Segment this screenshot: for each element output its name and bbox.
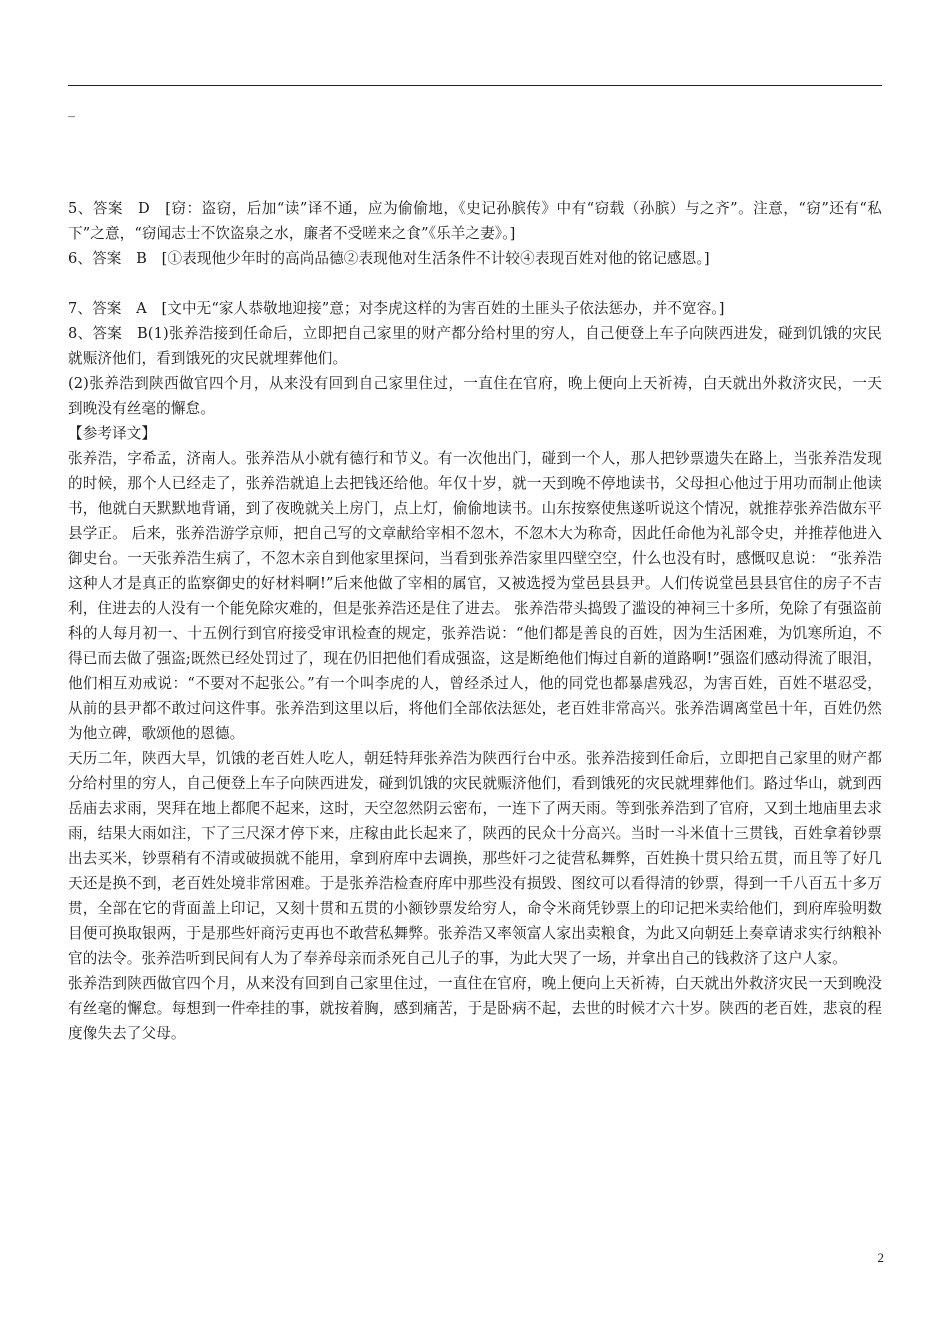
translation-paragraph-1: 张养浩，字希孟，济南人。张养浩从小就有德行和节义。有一次他出门，碰到一个人，那人把钞票遗失在路上，当张养浩发现的时候，那个人已经走了，张养浩就追上去把钱还给他。年仅十岁，就一天到晚不停地读书，父母担心他过于用功而制止他读书，他就白天默默地背诵，到了夜晚就关上房门，点上灯，偷偷地读书。山东按察使焦遂听说这个情况，就推荐张养浩做东平县学正。 后来，张养浩游学京师，把自己写的文章献给宰相不忽木，不忽木大为称奇，因此任命他为礼部令史，并推荐他进入御史台。一天张养浩生病了，不忽木亲自到他家里探问，当看到张养浩家里四壁空空，什么也没有时，感慨叹息说： “张养浩这种人才是真正的监察御史的好材料啊!”后来他做了宰相的属官，又被选授为堂邑县县尹。人们传说堂邑县县官住的房子不吉利，住进去的人没有一个能免除灾难的，但是张养浩还是住了进去。 张养浩带头捣毁了滥设的神祠三十多所，免除了有强盗前科的人每月初一、十五例行到官府接受审讯检查的规定，张养浩说：“他们都是善良的百姓，因为生活困难，为饥寒所迫，不得已而去做了强盗;既然已经处罚过了，现在仍旧把他们看成强盗，这是断绝他们悔过自新的道路啊!”强盗们感动得流了眼泪，他们相互劝戒说：“不要对不起张公。”有一个叫李虎的人，曾经杀过人，他的同党也都暴虐残忍，为害百姓，百姓不堪忍受，从前的县尹都不敢过问这件事。张养浩到这里以后，将他们全部依法惩处，老百姓非常高兴。张养浩调离堂邑十年，百姓仍然为他立碑，歌颂他的恩德。 <box>68 450 882 742</box>
answer-5: 5、答案 D [窃：盗窃，后加“读”译不通，应为偷偷地，《史记孙膑传》中有“窃载（孙膑）与之齐”。注意，“窃”还有“私下”之意，“窃闻志士不饮盗泉之水，廉者不受嗟来之食”《乐羊之妻》。] <box>68 200 882 242</box>
answer-7: 7、答案 A [文中无“家人恭敬地迎接”意；对李虎这样的为害百姓的土匪头子依法惩办，并不宽容。] <box>68 300 725 317</box>
header-mark: _ <box>68 102 75 118</box>
translation-paragraph-3: 张养浩到陕西做官四个月，从来没有回到自己家里住过，一直住在官府，晚上便向上天祈祷，白天就出外救济灾民一天到晚没有丝毫的懈怠。每想到一件牵挂的事，就按着胸，感到痛苦，于是卧病不起，去世的时候才六十岁。陕西的老百姓，悲哀的程度像失去了父母。 <box>68 975 882 1042</box>
document-body <box>68 196 882 1046</box>
translation-heading: 【参考译文】 <box>68 425 157 442</box>
header-rule <box>68 85 882 86</box>
answer-6: 6、答案 B [①表现他少年时的高尚品德②表现他对生活条件不计较④表现百姓对他的铭记感恩。] <box>68 250 710 267</box>
paragraph-gap <box>68 271 882 296</box>
page-number: 2 <box>877 1250 884 1265</box>
answer-8-part-2: (2)张养浩到陕西做官四个月，从来没有回到自己家里住过，一直住在官府，晚上便向上天祈祷，白天就出外救济灾民，一天到晚没有丝毫的懈怠。 <box>68 375 882 417</box>
translation-paragraph-2: 天历二年，陕西大旱，饥饿的老百姓人吃人，朝廷特拜张养浩为陕西行台中丞。张养浩接到任命后，立即把自己家里的财产都分给村里的穷人，自己便登上车子向陕西进发，碰到饥饿的灾民就赈济他们，看到饿死的灾民就埋葬他们。路过华山，就到西岳庙去求雨，哭拜在地上都爬不起来，这时，天空忽然阴云密布，一连下了两天雨。等到张养浩到了官府，又到土地庙里去求雨，结果大雨如注，下了三尺深才停下来，庄稼由此长起来了，陕西的民众十分高兴。当时一斗米值十三贯钱，百姓拿着钞票出去买米，钞票稍有不清或破损就不能用，拿到府库中去调换，那些奸刁之徒营私舞弊，百姓换十贯只给五贯，而且等了好几天还是换不到，老百姓处境非常困难。于是张养浩检查府库中那些没有损毁、图纹可以看得清的钞票，得到一千八百五十多万贯，全部在它的背面盖上印记，又刻十贯和五贯的小额钞票发给穷人，命令米商凭钞票上的印记把米卖给他们，到府库验明数目便可换取银两，于是那些奸商污吏再也不敢营私舞弊。张养浩又率领富人家出卖粮食，为此又向朝廷上奏章请求实行纳粮补官的法令。张养浩听到民间有人为了奉养母亲而杀死自己儿子的事，为此大哭了一场，并拿出自己的钱救济了这户人家。 <box>68 750 882 967</box>
answer-8-part-1: 8、答案 B(1)张养浩接到任命后，立即把自己家里的财产都分给村里的穷人，自己便登上车子向陕西进发，碰到饥饿的灾民就赈济他们，看到饿死的灾民就埋葬他们。 <box>68 325 882 367</box>
